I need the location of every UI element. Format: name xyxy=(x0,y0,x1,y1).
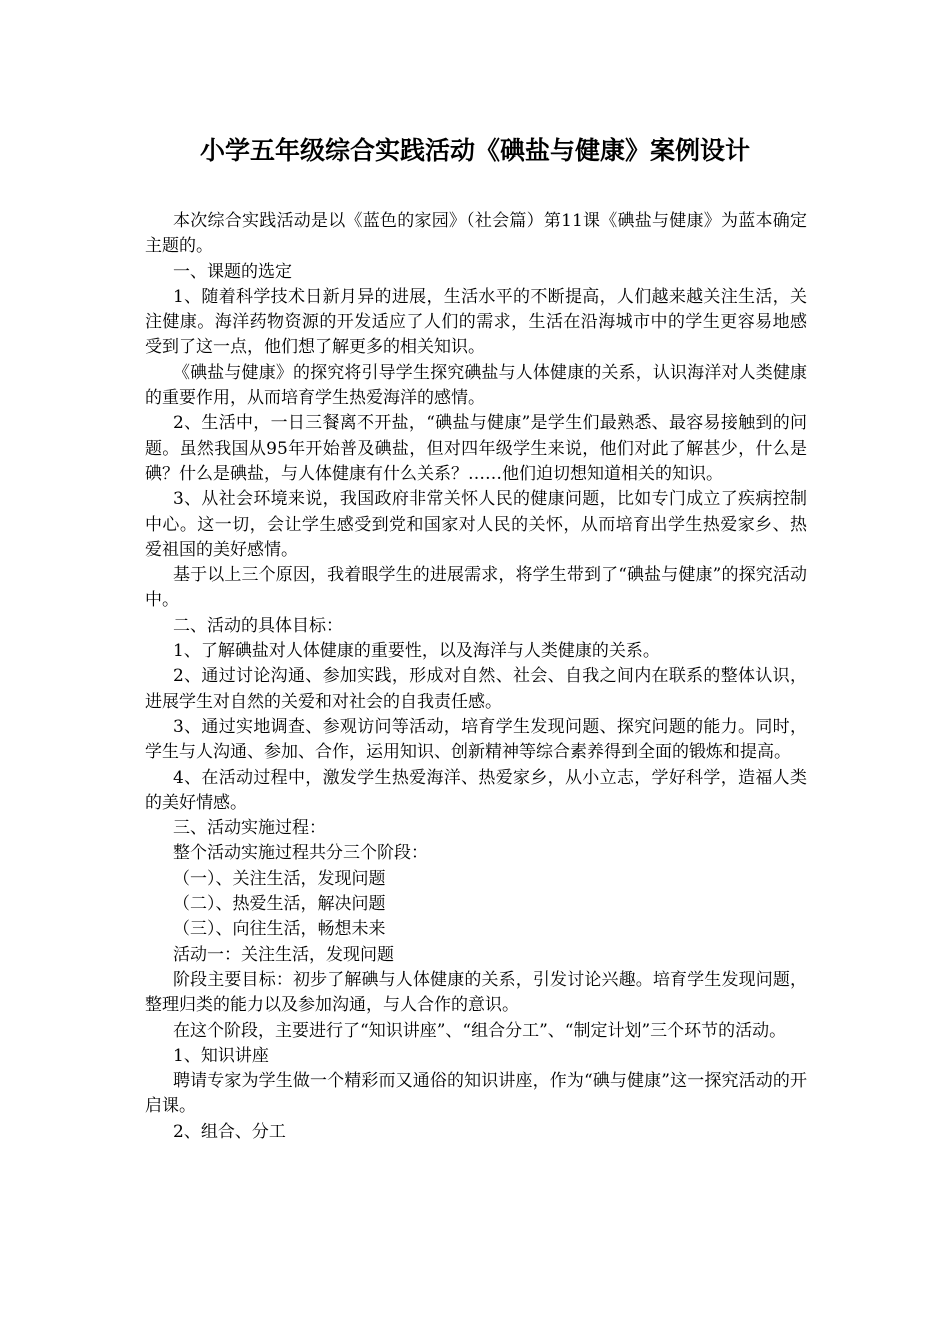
section-heading-process: 三、活动实施过程： xyxy=(173,818,326,839)
paragraph-goal-4: 4、在活动过程中，激发学生热爱海洋、热爱家乡，从小立志，学好科学，造福人类的美好情感。 xyxy=(145,767,807,813)
paragraph-reason-3: 3、从社会环境来说，我国政府非常关怀人民的健康问题，比如专门成立了疾病控制中心。这一切，会让学生感受到党和国家对人民的关怀，从而培育出学生热爱家乡、热爱祖国的美好感情。 xyxy=(145,489,807,560)
section-heading-topic-selection: 一、课题的选定 xyxy=(173,261,292,282)
paragraph-activity-1-goal: 阶段主要目标：初步了解碘与人体健康的关系，引发讨论兴趣。培育学生发现问题，整理归类的能力以及参加沟通，与人合作的意识。 xyxy=(145,969,807,1016)
paragraph-activity-1-steps: 在这个阶段，主要进行了“知识讲座”、“组合分工”、“制定计划”三个环节的活动。 xyxy=(173,1020,787,1041)
paragraph-stage-3: （三）、向往生活，畅想未来 xyxy=(173,919,386,940)
paragraph-goal-1: 1、了解碘盐对人体健康的重要性，以及海洋与人类健康的关系。 xyxy=(173,641,660,662)
paragraph-lecture-detail: 聘请专家为学生做一个精彩而又通俗的知识讲座，作为“碘与健康”这一探究活动的开启课。 xyxy=(145,1071,807,1117)
section-heading-goals: 二、活动的具体目标： xyxy=(173,615,343,636)
paragraph-stage-2: （二）、热爱生活，解决问题 xyxy=(173,894,386,915)
paragraph-intro: 本次综合实践活动是以《蓝色的家园》（社会篇）第11课《碘盐与健康》为蓝本确定主题的。 xyxy=(145,211,807,257)
paragraph-goal-2: 2、通过讨论沟通、参加实践，形成对自然、社会、自我之间内在联系的整体认识，进展学生对自然的关爱和对社会的自我责任感。 xyxy=(145,666,807,712)
paragraph-goal-3: 3、通过实地调查、参观访问等活动，培育学生发现问题、探究问题的能力。同时，学生与人沟通、参加、合作，运用知识、创新精神等综合素养得到全面的锻炼和提高。 xyxy=(145,716,807,763)
paragraph-grouping-heading: 2、组合、分工 xyxy=(173,1121,286,1142)
paragraph-lecture-heading: 1、知识讲座 xyxy=(173,1045,269,1066)
paragraph-reason-1: 1、随着科学技术日新月异的进展，生活水平的不断提高，人们越来越关注生活，关注健康。海洋药物资源的开发适应了人们的需求，生活在沿海城市中的学生更容易地感受到了这一点，他们想了解更多的相关知识。 xyxy=(145,286,807,358)
paragraph-activity-1-heading: 活动一：关注生活，发现问题 xyxy=(173,944,394,965)
paragraph-reason-2: 2、生活中，一日三餐离不开盐，“碘盐与健康”是学生们最熟悉、最容易接触到的问题。虽然我国从95年开始普及碘盐，但对四年级学生来说，他们对此了解甚少，什么是碘？什么是碘盐，与人体健康有什么关系？……他们迫切想知道相关的知识。 xyxy=(145,413,807,484)
document-body xyxy=(145,209,807,1145)
paragraph-reason-summary: 基于以上三个原因，我着眼学生的进展需求，将学生带到了“碘盐与健康”的探究活动中。 xyxy=(145,565,807,611)
document-title: 小学五年级综合实践活动《碘盐与健康》案例设计 xyxy=(199,136,750,165)
paragraph-inquiry-purpose: 《碘盐与健康》的探究将引导学生探究碘盐与人体健康的关系，认识海洋对人类健康的重要作用，从而培育学生热爱海洋的感情。 xyxy=(145,362,807,409)
paragraph-process-overview: 整个活动实施过程共分三个阶段： xyxy=(173,843,428,864)
paragraph-stage-1: （一）、关注生活，发现问题 xyxy=(173,868,386,889)
